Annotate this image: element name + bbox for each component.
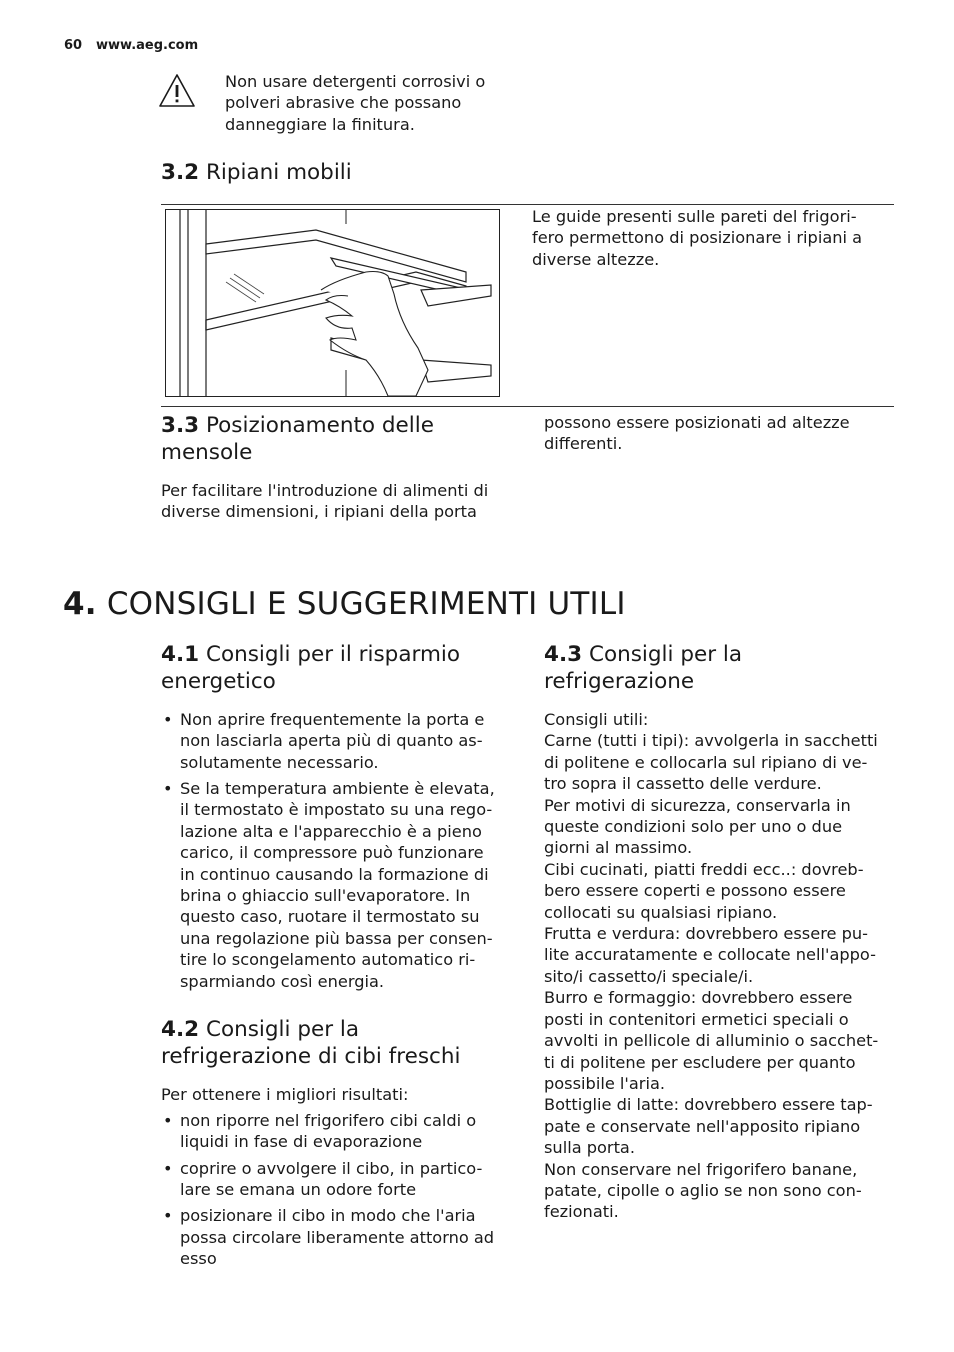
divider xyxy=(161,204,894,205)
section-4-2-list xyxy=(161,1110,521,1274)
list-item: • non riporre nel frigorifero cibi caldi o liquidi in fase di evaporazione xyxy=(161,1110,521,1153)
warning-triangle-icon xyxy=(158,72,196,110)
section-4-3-heading: 4.3 Consigli per la refrigerazione xyxy=(544,642,743,694)
section-4-1-heading: 4.1 Consigli per il risparmio energetico xyxy=(161,642,461,694)
section-3-3-text-right: possono essere posizionati ad altezze differenti. xyxy=(544,413,850,454)
section-4-2-heading: 4.2 Consigli per la refrigerazione di cibi freschi xyxy=(161,1017,461,1069)
chapter-4-heading: 4. CONSIGLI E SUGGERIMENTI UTILI xyxy=(63,586,626,622)
list-item: • Se la temperatura ambiente è elevata, il termostato è impostato su una rego- lazione alta e l'apparecchio è a pieno carico, il compressore può funzionare in continuo causando la formazione di brina o ghiaccio sull'evaporatore. In questo caso, ruotare il termostato su una regolazione più bassa per consen- tire lo scongelamento automatico ri- sparmiando così energia. xyxy=(161,778,521,992)
section-3-3-text-left: Per facilitare l'introduzione di alimenti di diverse dimensioni, i ripiani della porta xyxy=(161,481,489,522)
website-url: www.aeg.com xyxy=(96,38,199,53)
divider xyxy=(161,406,894,407)
warning-text: Non usare detergenti corrosivi o polveri abrasive che possano danneggiare la finitura. xyxy=(225,72,486,134)
section-4-2-intro: Per ottenere i migliori risultati: xyxy=(161,1085,409,1104)
list-item: • posizionare il cibo in modo che l'aria possa circolare liberamente attorno ad esso xyxy=(161,1205,521,1269)
list-item: • coprire o avvolgere il cibo, in partico- lare se emana un odore forte xyxy=(161,1158,521,1201)
list-item: • Non aprire frequentemente la porta e non lasciarla aperta più di quanto as- solutamente necessario. xyxy=(161,709,521,773)
section-3-3-heading: 3.3 Posizionamento delle mensole xyxy=(161,413,434,465)
page-number: 60 xyxy=(64,38,83,53)
section-3-2-heading: 3.2 Ripiani mobili xyxy=(161,160,352,185)
section-4-3-text: Consigli utili: Carne (tutti i tipi): avvolgerla in sacchetti di politene e collocarla sul ripiano di ve- tro sopra il cassetto delle verdure. Per motivi di sicurezza, conservarla in queste condizioni solo per uno o due giorni al massimo. Cibi cucinati, piatti freddi ecc..: dovreb- bero essere coperti e possono essere collocati su qualsiasi ripiano. Frutta e verdura: dovrebbero essere pu- lite accuratamente e collocate nell'appo- sito/i cassetto/i speciale/i. Burro e formaggio: dovrebbero essere posti in contenitori ermetici speciali o avvolti in pellicole di alluminio o sacchet- ti di politene per escludere per quanto possibile l'aria. Bottiglie di latte: dovrebbero essere tap- pate e conservate nell'apposito ripiano sulla porta. Non conservare nel frigorifero banane, patate, cipolle o aglio se non sono con- fezionati. xyxy=(544,710,879,1222)
section-4-1-list xyxy=(161,709,521,997)
section-3-2-text: Le guide presenti sulle pareti del frigori- fero permettono di posizionare i ripiani a diverse altezze. xyxy=(532,207,863,269)
shelf-illustration xyxy=(165,209,500,397)
